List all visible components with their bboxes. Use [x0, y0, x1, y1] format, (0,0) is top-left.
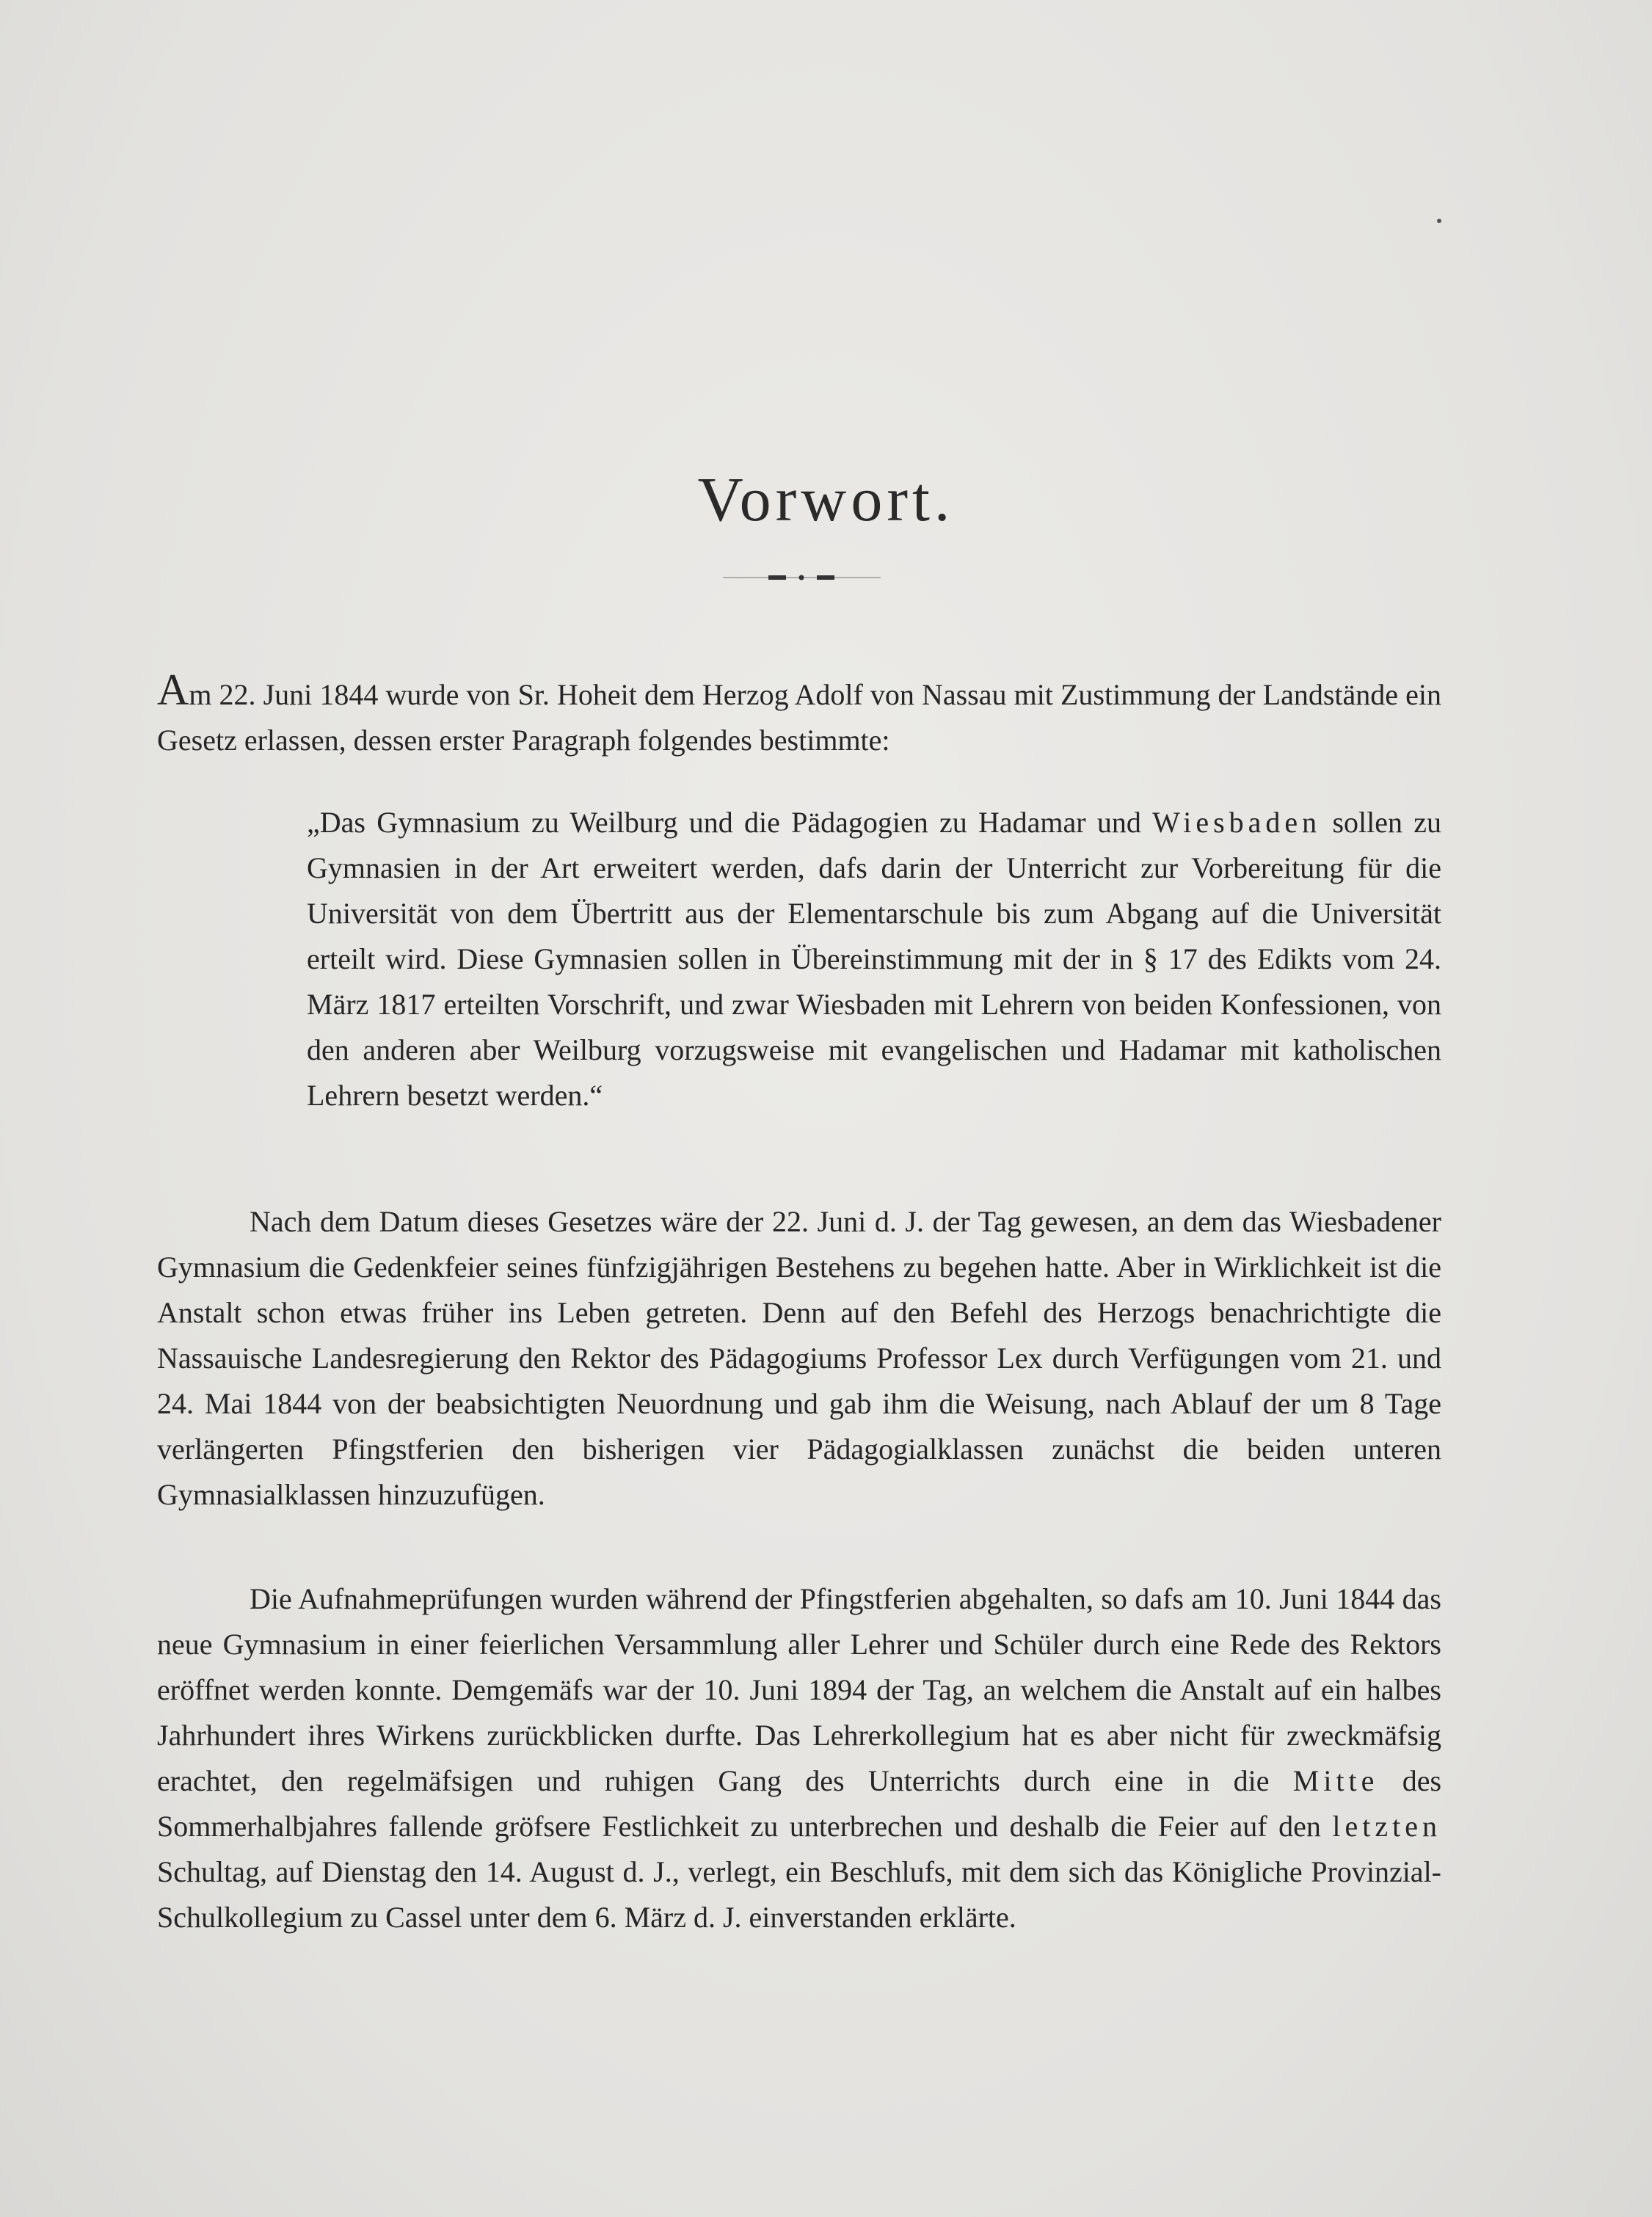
page-title: Vorwort. [697, 464, 955, 534]
third-paragraph-text-2: des Sommerhalbjahres fallende gröfsere Festlichkeit zu unterbrechen und deshalb die Feier auf den [157, 1764, 1442, 1843]
paper-speck [1437, 219, 1441, 223]
intro-paragraph [157, 666, 1441, 763]
third-paragraph-text-3: Schultag, auf Dienstag den 14. August d. J., verlegt, ein Beschlufs, mit dem sich das Königliche Provinzial-Schulkollegium zu Cassel unter dem 6. März d. J. einverstanden erklärte. [157, 1855, 1441, 1934]
second-paragraph [157, 1199, 1441, 1518]
second-paragraph-text: Nach dem Datum dieses Gesetzes wäre der 22. Juni d. J. der Tag gewesen, an dem das Wiesbadener Gymnasium die Gedenkfeier seines fünfzigjährigen Bestehens zu begehen hatte. Aber in Wirklichkeit ist die Anstalt schon etwas früher ins Leben getreten. Denn auf den Befehl des Herzogs benachrichtigte die Nassauische Landesregierung den Rektor des Pädagogiums Professor Lex durch Verfügungen vom 21. und 24. Mai 1844 von der beabsichtigten Neuordnung und gab ihm die Weisung, nach Ablauf der um 8 Tage verlängerten Pfingstferien den bisherigen vier Pädagogialklassen zunächst die beiden unteren Gymnasialklassen hinzuzufügen. [157, 1205, 1441, 1511]
title-ornament [723, 572, 881, 583]
spaced-word-mitte: Mitte [1292, 1764, 1379, 1797]
spaced-word-letzten: letzten [1332, 1810, 1442, 1843]
quote-spaced-word: Wiesbaden [1152, 806, 1322, 839]
quote-text-2: sollen zu Gymnasien in der Art erweitert werden, dafs darin der Unterricht zur Vorbereitung für die Universität von dem Übertritt aus der Elementarschule bis zum Abgang auf die Universität erteilt wird. Diese Gymnasien sollen in Übereinstimmung mit der in § 17 des Edikts vom 24. März 1817 erteilten Vorschrift, und zwar Wiesbaden mit Lehrern von beiden Konfessionen, von den anderen aber Weilburg vorzugsweise mit evangelischen und Hadamar mit katholischen Lehrern besetzt werden.“ [307, 806, 1441, 1112]
intro-text: m 22. Juni 1844 wurde von Sr. Hoheit dem Herzog Adolf von Nassau mit Zustimmung der Landstände ein Gesetz erlassen, dessen erster Paragraph folgendes bestimmte: [157, 678, 1441, 757]
third-paragraph-text-1: Die Aufnahmeprüfungen wurden während der Pfingstferien abgehalten, so dafs am 10. Juni 1844 das neue Gymnasium in einer feierlichen Versammlung aller Lehrer und Schüler durch eine Rede des Rektors eröffnet werden konnte. Demgemäfs war der 10. Juni 1894 der Tag, an welchem die Anstalt auf ein halbes Jahrhundert ihres Wirkens zurückblicken durfte. Das Lehrerkollegium hat es aber nicht für zweckmäfsig erachtet, den regelmäfsigen und ruhigen Gang des Unterrichts durch eine in die [157, 1582, 1441, 1797]
third-paragraph [157, 1576, 1441, 1940]
quote-text-1: „Das Gymnasium zu Weilburg und die Pädagogien zu Hadamar und [307, 806, 1141, 839]
initial-letter: A [157, 666, 189, 714]
law-quote [307, 800, 1441, 1118]
